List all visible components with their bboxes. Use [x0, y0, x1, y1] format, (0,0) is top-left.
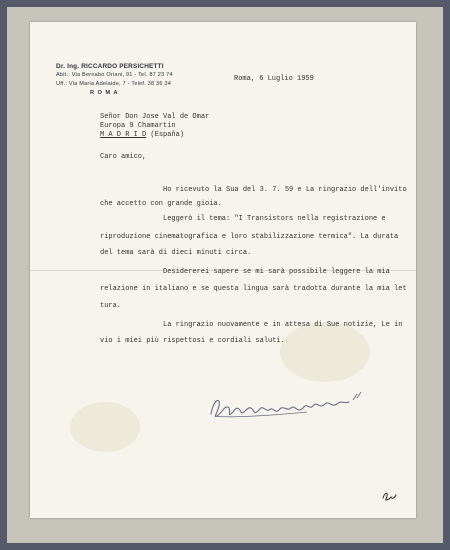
- body-line: del tema sarà di dieci minuti circa.: [100, 249, 252, 257]
- letterhead-home-address: Abit.: Via Bernabo Oriani, 91 - Tel. 87 23 74: [56, 72, 173, 78]
- body-line: Ho ricevuto la Sua del 3. 7. 59 e La ringrazio dell'invito: [163, 186, 407, 194]
- body-line: relazione in italiano e se questa lingua sarà tradotta durante la mia let: [100, 285, 407, 293]
- recipient-line-3: [100, 131, 184, 139]
- letterhead-office-address: Uff.: Via Maria Adelaide, 7 - Telef. 38 36 34: [56, 81, 172, 87]
- salutation: Caro amico,: [100, 153, 147, 161]
- body-line: Leggerò il tema: "I Transistors nella registrazione e: [163, 215, 386, 223]
- recipient-country: (España): [150, 131, 185, 139]
- body-line: vio i miei più rispettosi e cordiali saluti.: [100, 337, 285, 345]
- recipient-line-2: Europa 9 Chamartin: [100, 122, 176, 130]
- paper-stain: [280, 322, 370, 382]
- paper-stain: [70, 402, 140, 452]
- letterhead: [56, 62, 173, 98]
- body-line: riproduzione cinematografica e loro stabilizzazione termica". La durata: [100, 233, 399, 241]
- letter-date: Roma, 6 Luglio 1959: [234, 75, 314, 83]
- body-line: tura.: [100, 302, 122, 310]
- letter-sheet: [30, 22, 416, 518]
- recipient-line-1: Señor Don Jose Val de Omar: [100, 113, 210, 121]
- handwritten-signature: [207, 392, 367, 424]
- page-number-mark: [382, 490, 398, 502]
- letterhead-name: Dr. Ing. RICCARDO PERSICHETTI: [56, 63, 164, 70]
- recipient-city: M A D R I D: [100, 131, 147, 139]
- letterhead-city: R O M A: [90, 90, 119, 96]
- body-line: Desidererei sapere se mi sarà possibile leggere la mia: [163, 268, 390, 276]
- body-line: La ringrazio nuovamente e in attesa di Sue notizie, Le in: [163, 321, 403, 329]
- body-line: che accetto con grande gioia.: [100, 200, 222, 208]
